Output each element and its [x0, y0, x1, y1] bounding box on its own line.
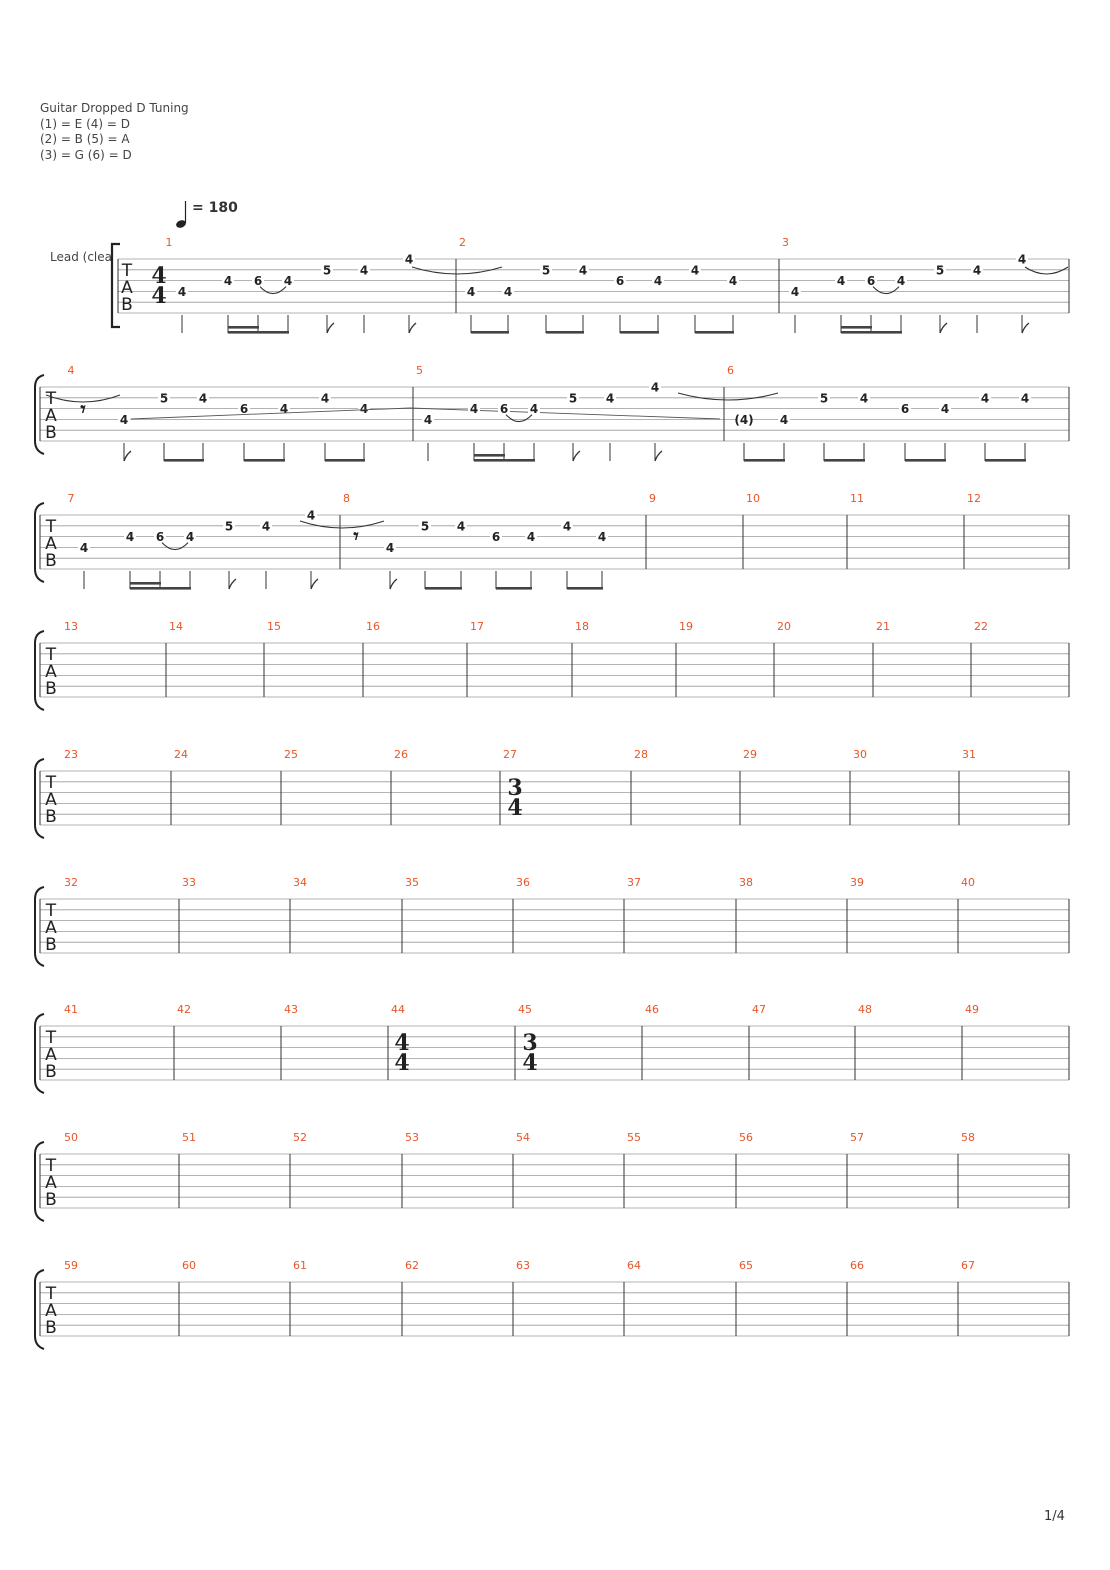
bar-number: 42 [177, 1003, 191, 1016]
fret-number: 4 [306, 508, 316, 523]
bar-number: 19 [679, 620, 693, 633]
note-flag [327, 323, 334, 333]
note-beam [164, 459, 204, 462]
tab-clef-letter: T [45, 1284, 57, 1304]
bar-number: 17 [470, 620, 484, 633]
bar-number: 7 [67, 492, 75, 505]
fret-number: 4 [456, 519, 466, 534]
time-signature-numerator: 3 [522, 1030, 538, 1056]
fret-number: 6 [253, 274, 263, 289]
fret-number: (4) [734, 412, 754, 427]
bar-number: 9 [649, 492, 656, 505]
fret-number: 6 [491, 530, 501, 545]
bar-number: 26 [394, 748, 408, 761]
tab-clef-letter: A [45, 918, 57, 938]
note-beam [905, 459, 946, 462]
note-flag [940, 323, 947, 333]
tab-clef-letter: A [45, 790, 57, 810]
fret-number: 4 [653, 274, 663, 289]
fret-number: 4 [185, 530, 195, 545]
time-signature-denominator: 4 [394, 1050, 410, 1076]
bar-number: 33 [182, 876, 196, 889]
fret-number: 4 [896, 274, 906, 289]
fret-number: 4 [359, 402, 369, 417]
note-flag [409, 323, 416, 333]
bar-number: 51 [182, 1131, 196, 1144]
bar-number: 54 [516, 1131, 530, 1144]
fret-number: 4 [279, 402, 289, 417]
tab-clef-letter: A [45, 406, 57, 426]
bar-number: 18 [575, 620, 589, 633]
fret-number: 4 [578, 263, 588, 278]
bar-number: 49 [965, 1003, 979, 1016]
bar-number: 14 [169, 620, 183, 633]
fret-number: 4 [79, 540, 89, 555]
fret-number: 4 [466, 284, 476, 299]
tab-clef-letter: A [45, 1301, 57, 1321]
bar-number: 30 [853, 748, 867, 761]
eighth-rest: 𝄾 [80, 397, 86, 421]
bar-number: 27 [503, 748, 517, 761]
bar-number: 44 [391, 1003, 405, 1016]
fret-number: 4 [198, 391, 208, 406]
tab-clef-letter: T [45, 1028, 57, 1048]
note-beam [471, 331, 509, 334]
tab-clef-letter: B [45, 1062, 57, 1082]
bar-number: 21 [876, 620, 890, 633]
track-name: Lead (clea [50, 250, 112, 264]
fret-number: 4 [562, 519, 572, 534]
fret-number: 5 [819, 391, 829, 406]
bar-number: 11 [850, 492, 864, 505]
bar-number: 57 [850, 1131, 864, 1144]
bar-number: 60 [182, 1259, 196, 1272]
note-beam [130, 582, 161, 585]
note-beam [744, 459, 785, 462]
eighth-rest: 𝄾 [353, 524, 359, 548]
bar-number: 47 [752, 1003, 766, 1016]
fret-number: 4 [526, 530, 536, 545]
bar-number: 28 [634, 748, 648, 761]
fret-number: 4 [790, 284, 800, 299]
tie-arc [678, 393, 778, 400]
note-beam [425, 587, 462, 590]
tab-clef-letter: B [45, 935, 57, 955]
note-beam [130, 587, 191, 590]
note-beam [567, 587, 603, 590]
bar-number: 13 [64, 620, 78, 633]
bar-number: 3 [782, 236, 789, 249]
tie-arc [162, 543, 188, 550]
slide-line [410, 408, 720, 419]
bar-number: 61 [293, 1259, 307, 1272]
tuning-line: (2) = B (5) = A [40, 132, 130, 146]
fret-number: 4 [223, 274, 233, 289]
note-beam [474, 454, 505, 457]
bar-number: 31 [962, 748, 976, 761]
note-beam [695, 331, 734, 334]
bar-number: 29 [743, 748, 757, 761]
bar-number: 58 [961, 1131, 975, 1144]
time-signature-numerator: 4 [151, 263, 167, 289]
note-beam [496, 587, 532, 590]
tie-arc [873, 287, 899, 294]
fret-number: 4 [940, 402, 950, 417]
bar-number: 39 [850, 876, 864, 889]
fret-number: 5 [541, 263, 551, 278]
bar-number: 24 [174, 748, 188, 761]
fret-number: 4 [859, 391, 869, 406]
bar-number: 32 [64, 876, 78, 889]
note-beam [824, 459, 865, 462]
note-flag [124, 451, 131, 461]
system-bracket [112, 244, 120, 327]
fret-number: 4 [605, 391, 615, 406]
fret-number: 4 [469, 402, 479, 417]
tempo-value: = 180 [192, 200, 238, 216]
bar-number: 41 [64, 1003, 78, 1016]
tuning-line: (3) = G (6) = D [40, 147, 132, 162]
fret-number: 4 [177, 284, 187, 299]
tuning-title: Guitar Dropped D Tuning [40, 101, 189, 115]
tab-clef-letter: B [45, 679, 57, 699]
bar-number: 15 [267, 620, 281, 633]
fret-number: 6 [155, 530, 165, 545]
fret-number: 4 [320, 391, 330, 406]
bar-number: 12 [967, 492, 981, 505]
bar-number: 36 [516, 876, 530, 889]
note-beam [244, 459, 285, 462]
time-signature-numerator: 4 [394, 1030, 410, 1056]
fret-number: 4 [283, 274, 293, 289]
fret-number: 4 [980, 391, 990, 406]
fret-number: 4 [836, 274, 846, 289]
note-beam [474, 459, 535, 462]
bar-number: 25 [284, 748, 298, 761]
bar-number: 40 [961, 876, 975, 889]
bar-number: 22 [974, 620, 988, 633]
fret-number: 5 [935, 263, 945, 278]
tab-clef-letter: B [121, 295, 133, 315]
tab-clef-letter: A [45, 1173, 57, 1193]
note-beam [546, 331, 584, 334]
tab-clef-letter: T [121, 261, 133, 281]
fret-number: 6 [866, 274, 876, 289]
note-flag [390, 579, 397, 589]
tab-clef-letter: T [45, 773, 57, 793]
fret-number: 4 [728, 274, 738, 289]
fret-number: 4 [1020, 391, 1030, 406]
tuning-line: (1) = E (4) = D [40, 116, 130, 131]
fret-number: 5 [420, 519, 430, 534]
fret-number: 6 [615, 274, 625, 289]
bar-number: 45 [518, 1003, 532, 1016]
bar-number: 20 [777, 620, 791, 633]
tab-clef-letter: B [45, 423, 57, 443]
tie-arc [506, 415, 532, 422]
fret-number: 6 [499, 402, 509, 417]
tab-clef-letter: B [45, 551, 57, 571]
time-signature-denominator: 4 [522, 1050, 538, 1076]
note-beam [985, 459, 1026, 462]
fret-number: 4 [597, 530, 607, 545]
tie-arc [412, 267, 502, 274]
bar-number: 38 [739, 876, 753, 889]
note-flag [229, 579, 236, 589]
bar-number: 67 [961, 1259, 975, 1272]
bar-number: 8 [343, 492, 350, 505]
bar-number: 35 [405, 876, 419, 889]
bar-number: 34 [293, 876, 307, 889]
fret-number: 4 [690, 263, 700, 278]
tab-clef-letter: T [45, 901, 57, 921]
tab-clef-letter: T [45, 517, 57, 537]
tab-clef-letter: T [45, 389, 57, 409]
fret-number: 5 [224, 519, 234, 534]
fret-number: 6 [239, 402, 249, 417]
bar-number: 37 [627, 876, 641, 889]
tab-clef-letter: A [121, 278, 133, 298]
tab-clef-letter: A [45, 534, 57, 554]
tie-arc [1025, 267, 1068, 274]
bar-number: 65 [739, 1259, 753, 1272]
fret-number: 4 [385, 540, 395, 555]
fret-number: 4 [359, 263, 369, 278]
fret-number: 4 [1017, 252, 1027, 267]
note-beam [228, 326, 259, 329]
note-beam [620, 331, 659, 334]
bar-number: 5 [416, 364, 423, 377]
note-flag [573, 451, 580, 461]
fret-number: 4 [972, 263, 982, 278]
note-flag [655, 451, 662, 461]
bar-number: 2 [459, 236, 466, 249]
bar-number: 62 [405, 1259, 419, 1272]
fret-number: 6 [900, 402, 910, 417]
note-beam [228, 331, 289, 334]
fret-number: 5 [159, 391, 169, 406]
bar-number: 48 [858, 1003, 872, 1016]
bar-number: 4 [67, 364, 75, 377]
note-flag [311, 579, 318, 589]
tab-clef-letter: B [45, 1318, 57, 1338]
tie-arc [260, 287, 286, 294]
bar-number: 64 [627, 1259, 641, 1272]
bar-number: 52 [293, 1131, 307, 1144]
tab-clef-letter: A [45, 662, 57, 682]
bar-number: 10 [746, 492, 760, 505]
fret-number: 4 [119, 412, 129, 427]
bar-number: 66 [850, 1259, 864, 1272]
fret-number: 4 [261, 519, 271, 534]
fret-number: 5 [322, 263, 332, 278]
tab-clef-letter: T [45, 645, 57, 665]
bar-number: 6 [727, 364, 734, 377]
tab-clef-letter: T [45, 1156, 57, 1176]
time-signature-denominator: 4 [507, 795, 523, 821]
time-signature-numerator: 3 [507, 775, 523, 801]
bar-number: 43 [284, 1003, 298, 1016]
fret-number: 4 [423, 412, 433, 427]
note-flag [1022, 323, 1029, 333]
tab-clef-letter: B [45, 807, 57, 827]
page-number: 1/4 [1044, 1509, 1065, 1524]
bar-number: 46 [645, 1003, 659, 1016]
fret-number: 4 [779, 412, 789, 427]
bar-number: 56 [739, 1131, 753, 1144]
bar-number: 63 [516, 1259, 530, 1272]
bar-number: 1 [165, 236, 173, 249]
tab-clef-letter: A [45, 1045, 57, 1065]
bar-number: 55 [627, 1131, 641, 1144]
note-beam [841, 326, 872, 329]
bar-number: 16 [366, 620, 380, 633]
note-beam [325, 459, 365, 462]
note-beam [841, 331, 902, 334]
bar-number: 23 [64, 748, 78, 761]
fret-number: 4 [404, 252, 414, 267]
fret-number: 4 [650, 380, 660, 395]
fret-number: 4 [503, 284, 513, 299]
tab-clef-letter: B [45, 1190, 57, 1210]
bar-number: 59 [64, 1259, 78, 1272]
bar-number: 53 [405, 1131, 419, 1144]
bar-number: 50 [64, 1131, 78, 1144]
fret-number: 5 [568, 391, 578, 406]
fret-number: 4 [125, 530, 135, 545]
time-signature-denominator: 4 [151, 283, 167, 309]
fret-number: 4 [529, 402, 539, 417]
